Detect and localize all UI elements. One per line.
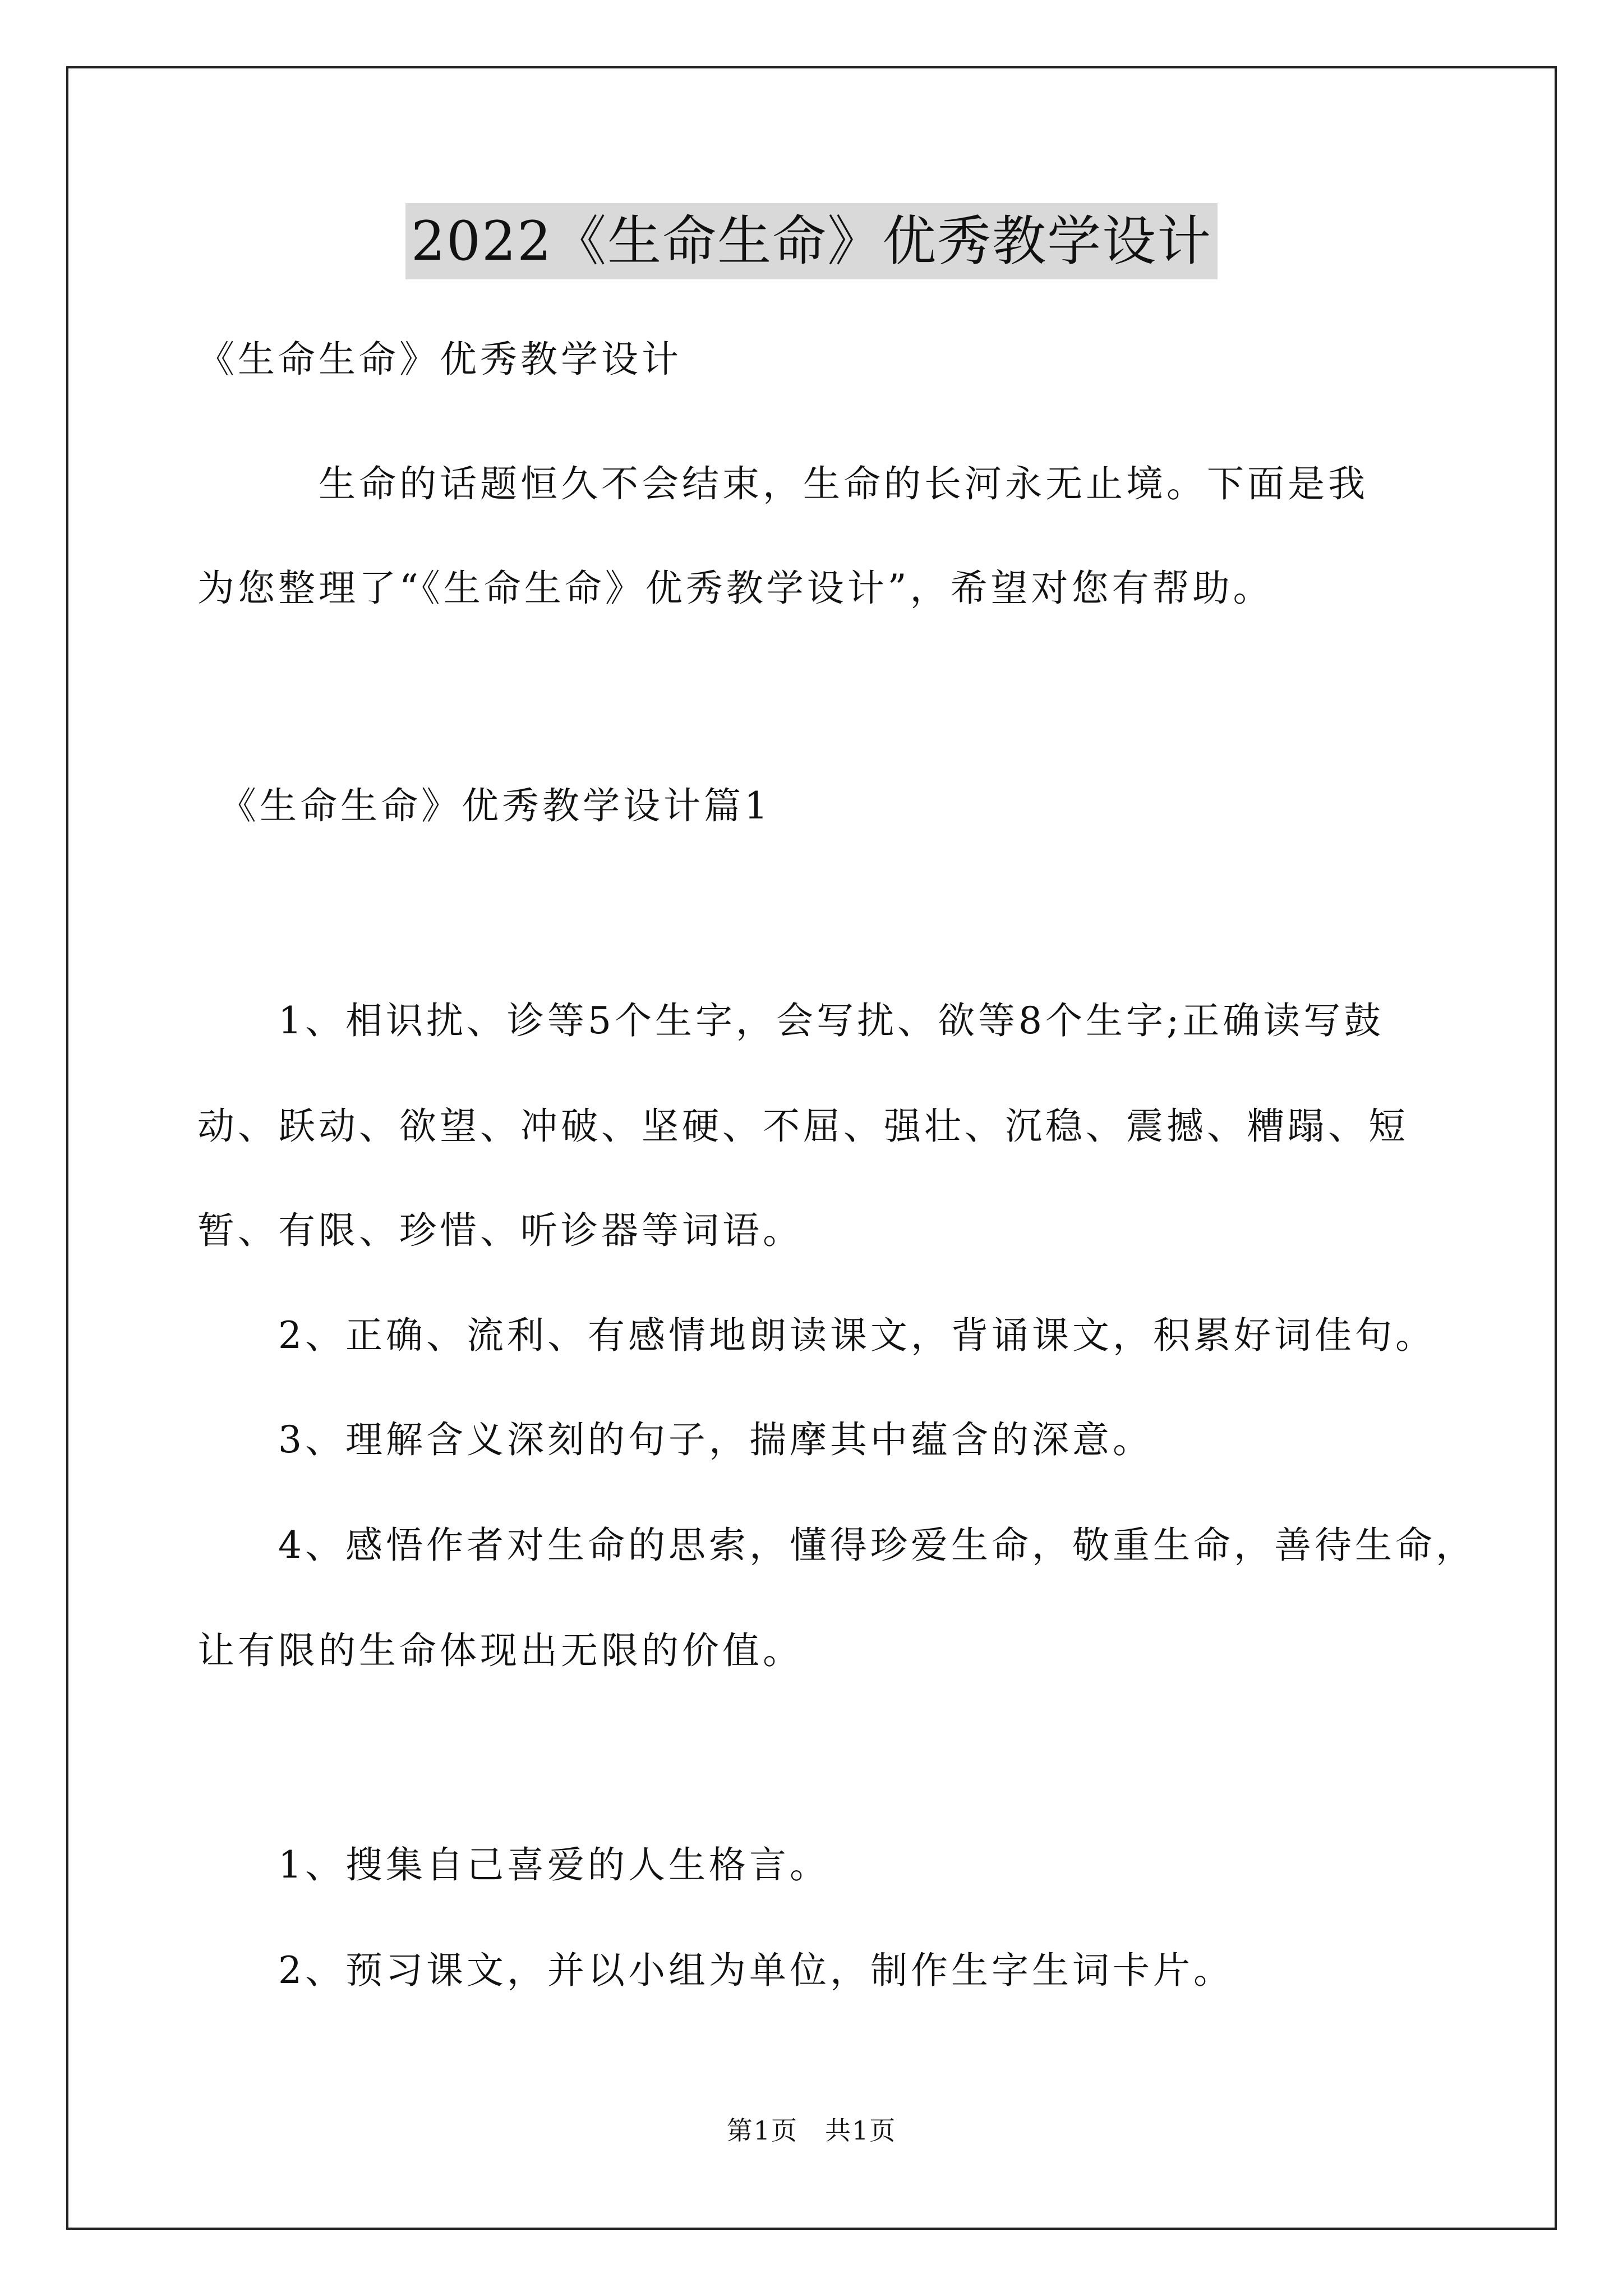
prep-1-line: 1、搜集自己喜爱的人生格言。: [197, 1843, 830, 1887]
goal-1-line-3: 暂、有限、珍惜、听诊器等词语。: [197, 1209, 803, 1252]
subtitle-line: 《生命生命》优秀教学设计: [197, 338, 682, 381]
prep-2-line: 2、预习课文，并以小组为单位，制作生字生词卡片。: [197, 1949, 1234, 1992]
goal-2-line: 2、正确、流利、有感情地朗读课文，背诵课文，积累好词佳句。: [197, 1314, 1436, 1357]
goal-4-line-1: 4、感悟作者对生命的思索，懂得珍爱生命，敬重生命，善待生命，: [197, 1524, 1476, 1567]
intro-line-2: 为您整理了“《生命生命》优秀教学设计”，希望对您有帮助。: [197, 567, 1274, 610]
intro-line-1: 生命的话题恒久不会结束，生命的长河永无止境。下面是我: [197, 462, 1368, 505]
page-footer: 第1页 共1页: [726, 2115, 897, 2146]
document-title: 2022《生命生命》优秀教学设计: [405, 203, 1218, 279]
title-container: [0, 203, 1623, 279]
goal-4-line-2: 让有限的生命体现出无限的价值。: [197, 1629, 803, 1672]
goal-1-line-2: 动、跃动、欲望、冲破、坚硬、不屈、强壮、沉稳、震撼、糟蹋、短: [197, 1105, 1409, 1148]
section-heading: 《生命生命》优秀教学设计篇1: [197, 784, 771, 827]
goal-1-line-1: 1、相识扰、诊等5个生字，会写扰、欲等8个生字;正确读写鼓: [197, 999, 1385, 1042]
goal-3-line: 3、理解含义深刻的句子，揣摩其中蕴含的深意。: [197, 1418, 1153, 1461]
